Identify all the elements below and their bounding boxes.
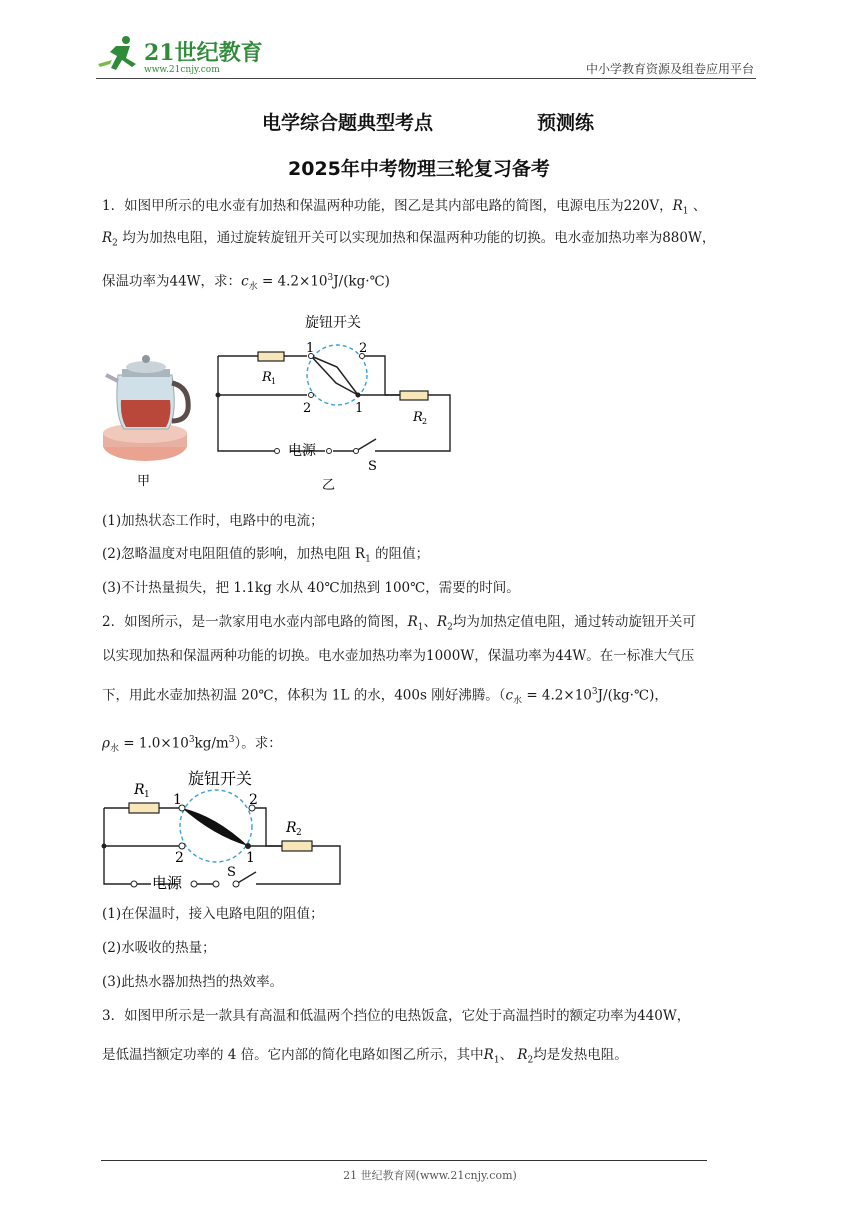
label-yi: 乙 xyxy=(322,478,336,493)
node-1: 1 xyxy=(306,341,315,356)
q1-line2: $R_2$ 均为加热电阻，通过旋转旋钮开关可以实现加热和保温两种功能的切换。电水壶加热功率为880W， xyxy=(102,230,716,249)
q3-line1: 3．如图甲所示是一款具有高温和低温两个挡位的电热饭盒，它处于高温挡时的额定功率为440W， xyxy=(102,1008,691,1024)
q1-line1: 1．如图甲所示的电水壶有加热和保温两种功能，图乙是其内部电路的简图，电源电压为220V，$R_1$ 、 xyxy=(102,198,707,217)
resistor-r1 xyxy=(258,352,284,361)
r2-label-2: R xyxy=(286,820,297,836)
logo-text: 21世纪教育 xyxy=(144,40,263,66)
node-1b-2: 1 xyxy=(246,850,255,866)
terminal-1b xyxy=(356,393,361,398)
source-label: 电源 xyxy=(288,443,316,459)
q2-sub3: (3)此热水器加热挡的热效率。 xyxy=(102,974,284,990)
terminal-2b xyxy=(309,393,314,398)
switch-rotor-2 xyxy=(182,808,248,846)
r2-label: R xyxy=(413,410,423,425)
terminal-2b-2 xyxy=(179,843,185,849)
footer-text: 21 世纪教育网(www.21cnjy.com) xyxy=(343,1169,517,1182)
source-terminal-b xyxy=(327,449,332,454)
s-label: S xyxy=(368,459,377,474)
title-practice: 预测练 xyxy=(537,112,595,134)
source-a-2 xyxy=(131,881,137,887)
r1-label: R xyxy=(262,370,272,385)
node-2: 2 xyxy=(359,341,368,356)
q1-sub1: (1)加热状态工作时，电路中的电流； xyxy=(102,513,324,529)
resistor-r2-2 xyxy=(282,841,312,851)
s-label-2: S xyxy=(227,865,236,880)
node-2b: 2 xyxy=(303,401,312,416)
switch-s-terminal xyxy=(354,449,359,454)
junction xyxy=(216,393,221,398)
node-1b: 1 xyxy=(355,401,364,416)
resistor-r1-2 xyxy=(129,803,159,813)
switch-label: 旋钮开关 xyxy=(305,315,361,331)
q3-line2: 是低温挡额定功率的 4 倍。它内部的简化电路如图乙所示，其中$R_1$、 $R_2$均是发热电阻。 xyxy=(102,1047,628,1066)
junction-2 xyxy=(102,844,107,849)
r2-sub-2: 2 xyxy=(296,828,302,838)
switch-s-a-2 xyxy=(213,881,219,887)
r1-label-2: R xyxy=(134,782,145,798)
label-jia: 甲 xyxy=(137,474,151,489)
title-exam: 2025年中考物理三轮复习备考 xyxy=(288,158,550,180)
source-label-2: 电源 xyxy=(152,874,183,892)
q2-sub2: (2)水吸收的热量； xyxy=(102,940,216,956)
switch-label-2: 旋钮开关 xyxy=(188,769,253,788)
q1-figure xyxy=(100,305,470,495)
q2-figure xyxy=(96,764,356,894)
header-platform-text: 中小学教育资源及组卷应用平台 xyxy=(585,62,754,76)
node-2-2: 2 xyxy=(249,792,258,808)
source-terminal-a xyxy=(275,449,280,454)
node-1-2: 1 xyxy=(173,792,182,808)
q2-line2: 以实现加热和保温两种功能的切换。电水壶加热功率为1000W，保温功率为44W。在一标准大气压 xyxy=(102,648,695,664)
footer-divider xyxy=(101,1160,707,1161)
logo-url: www.21cnjy.com xyxy=(144,65,220,75)
q2-line3: 下，用此水壶加热初温 20℃，体积为 1L 的水，400s 刚好沸腾。（$c_水$ = $4.2\times 10^3J/(kg\cdot℃)$， xyxy=(102,687,668,707)
header-divider xyxy=(96,78,756,79)
switch-s-b-2 xyxy=(233,881,239,887)
resistor-r2 xyxy=(400,391,428,400)
q1-line3: 保温功率为44W，求：$c_水$ = $4.2\times 10^3J/(kg\cdot℃)$ xyxy=(102,273,390,293)
runner-icon xyxy=(98,36,136,70)
q1-sub3: (3)不计热量损失，把 1.1kg 水从 40℃加热到 100℃，需要的时间。 xyxy=(102,580,520,596)
terminal-1b-2 xyxy=(245,843,251,849)
title-topic: 电学综合题典型考点 xyxy=(262,112,434,134)
source-b-2 xyxy=(191,881,197,887)
node-2b-2: 2 xyxy=(175,850,184,866)
r1-sub-2: 1 xyxy=(144,790,150,800)
site-logo xyxy=(96,34,271,78)
q1-sub2: (2)忽略温度对电阻阻值的影响，加热电阻 $R_1$ 的阻值； xyxy=(102,546,430,565)
r1-sub: 1 xyxy=(271,377,277,386)
q2-line1: 2．如图所示，是一款家用电水壶内部电路的简图，$R_1$、$R_2$均为加热定值电阻，通过转动旋钮开关可 xyxy=(102,614,696,633)
kettle-image xyxy=(103,355,188,461)
r2-sub: 2 xyxy=(422,417,428,426)
q2-line4: $\rho_水 = 1.0\times 10^3kg/m^3$）。求： xyxy=(102,735,282,755)
switch-rotor xyxy=(311,356,358,395)
q2-sub1: (1)在保温时，接入电路电阻的阻值； xyxy=(102,906,324,922)
